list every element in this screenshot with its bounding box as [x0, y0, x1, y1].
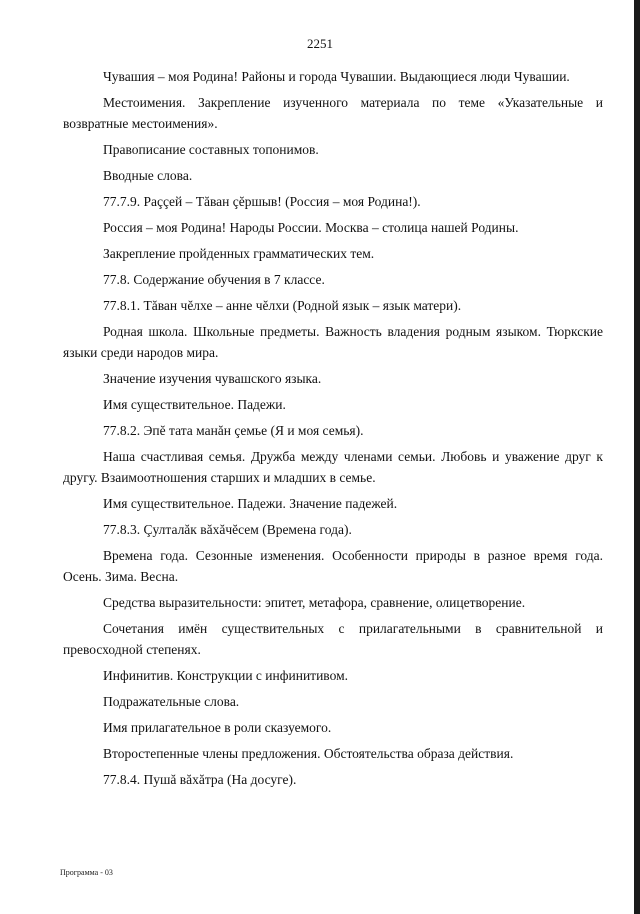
page-number: 2251 — [307, 36, 333, 51]
paragraph: Вводные слова. — [103, 168, 193, 183]
section-heading: 77.7.9. Раççей – Тăван çĕршыв! (Россия – моя Родина!). — [103, 194, 421, 209]
paragraph: Имя существительное. Падежи. — [103, 397, 286, 412]
section-heading: 77.8. Содержание обучения в 7 классе. — [103, 272, 325, 287]
paragraph: Россия – моя Родина! Народы России. Москва – столица нашей Родины. — [103, 220, 519, 235]
paragraph: Инфинитив. Конструкции с инфинитивом. — [103, 668, 348, 683]
body-text — [63, 66, 603, 795]
paragraph: Правописание составных топонимов. — [103, 142, 319, 157]
scan-edge — [634, 0, 640, 914]
footer-label: Программа - 03 — [60, 868, 113, 877]
paragraph: Чувашия – моя Родина! Районы и города Чувашии. Выдающиеся люди Чувашии. — [103, 69, 570, 84]
paragraph: Значение изучения чувашского языка. — [103, 371, 322, 386]
paragraph: Имя прилагательное в роли сказуемого. — [103, 720, 332, 735]
paragraph: Подражательные слова. — [103, 694, 240, 709]
section-heading: 77.8.3. Çулталăк вăхăчĕсем (Времена года). — [103, 522, 352, 537]
section-heading: 77.8.2. Эпĕ тата манăн çемье (Я и моя семья). — [103, 423, 364, 438]
paragraph: Имя существительное. Падежи. Значение падежей. — [103, 496, 398, 511]
paragraph: Средства выразительности: эпитет, метафора, сравнение, олицетворение. — [103, 595, 526, 610]
section-heading: 77.8.1. Тăван чĕлхе – анне чĕлхи (Родной язык – язык матери). — [103, 298, 462, 313]
paragraph: Наша счастливая семья. Дружба между членами семьи. Любовь и уважение друг к другу. Взаимоотношения старших и младших в семье. — [63, 449, 603, 485]
paragraph: Второстепенные члены предложения. Обстоятельства образа действия. — [103, 746, 514, 761]
paragraph: Сочетания имён существительных с прилагательными в сравнительной и превосходной степенях. — [63, 621, 603, 657]
paragraph: Времена года. Сезонные изменения. Особенности природы в разное время года. Осень. Зима. Весна. — [63, 548, 603, 584]
paragraph: Закрепление пройденных грамматических тем. — [103, 246, 375, 261]
paragraph: Местоимения. Закрепление изученного материала по теме «Указательные и возвратные местоимения». — [63, 95, 603, 131]
paragraph: Родная школа. Школьные предметы. Важность владения родным языком. Тюркские языки среди народов мира. — [63, 324, 603, 360]
section-heading: 77.8.4. Пушă вăхăтра (На досуге). — [103, 772, 297, 787]
